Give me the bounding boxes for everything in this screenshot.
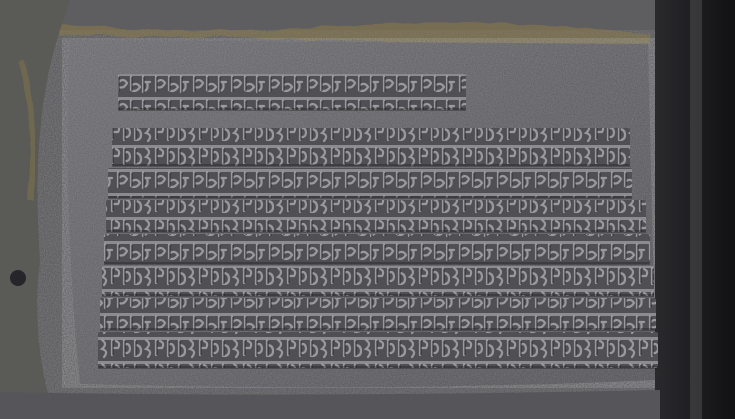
carved-line-8	[98, 332, 658, 368]
carved-line-1	[118, 74, 466, 110]
stone-hole	[10, 270, 26, 286]
carved-line-7	[100, 298, 656, 330]
carved-line-3	[108, 168, 632, 198]
carved-line-4	[106, 200, 646, 232]
carved-line-6	[102, 266, 654, 296]
upper-stone-band	[0, 0, 660, 30]
carved-line-5	[104, 234, 650, 264]
carved-line-2	[112, 128, 630, 166]
